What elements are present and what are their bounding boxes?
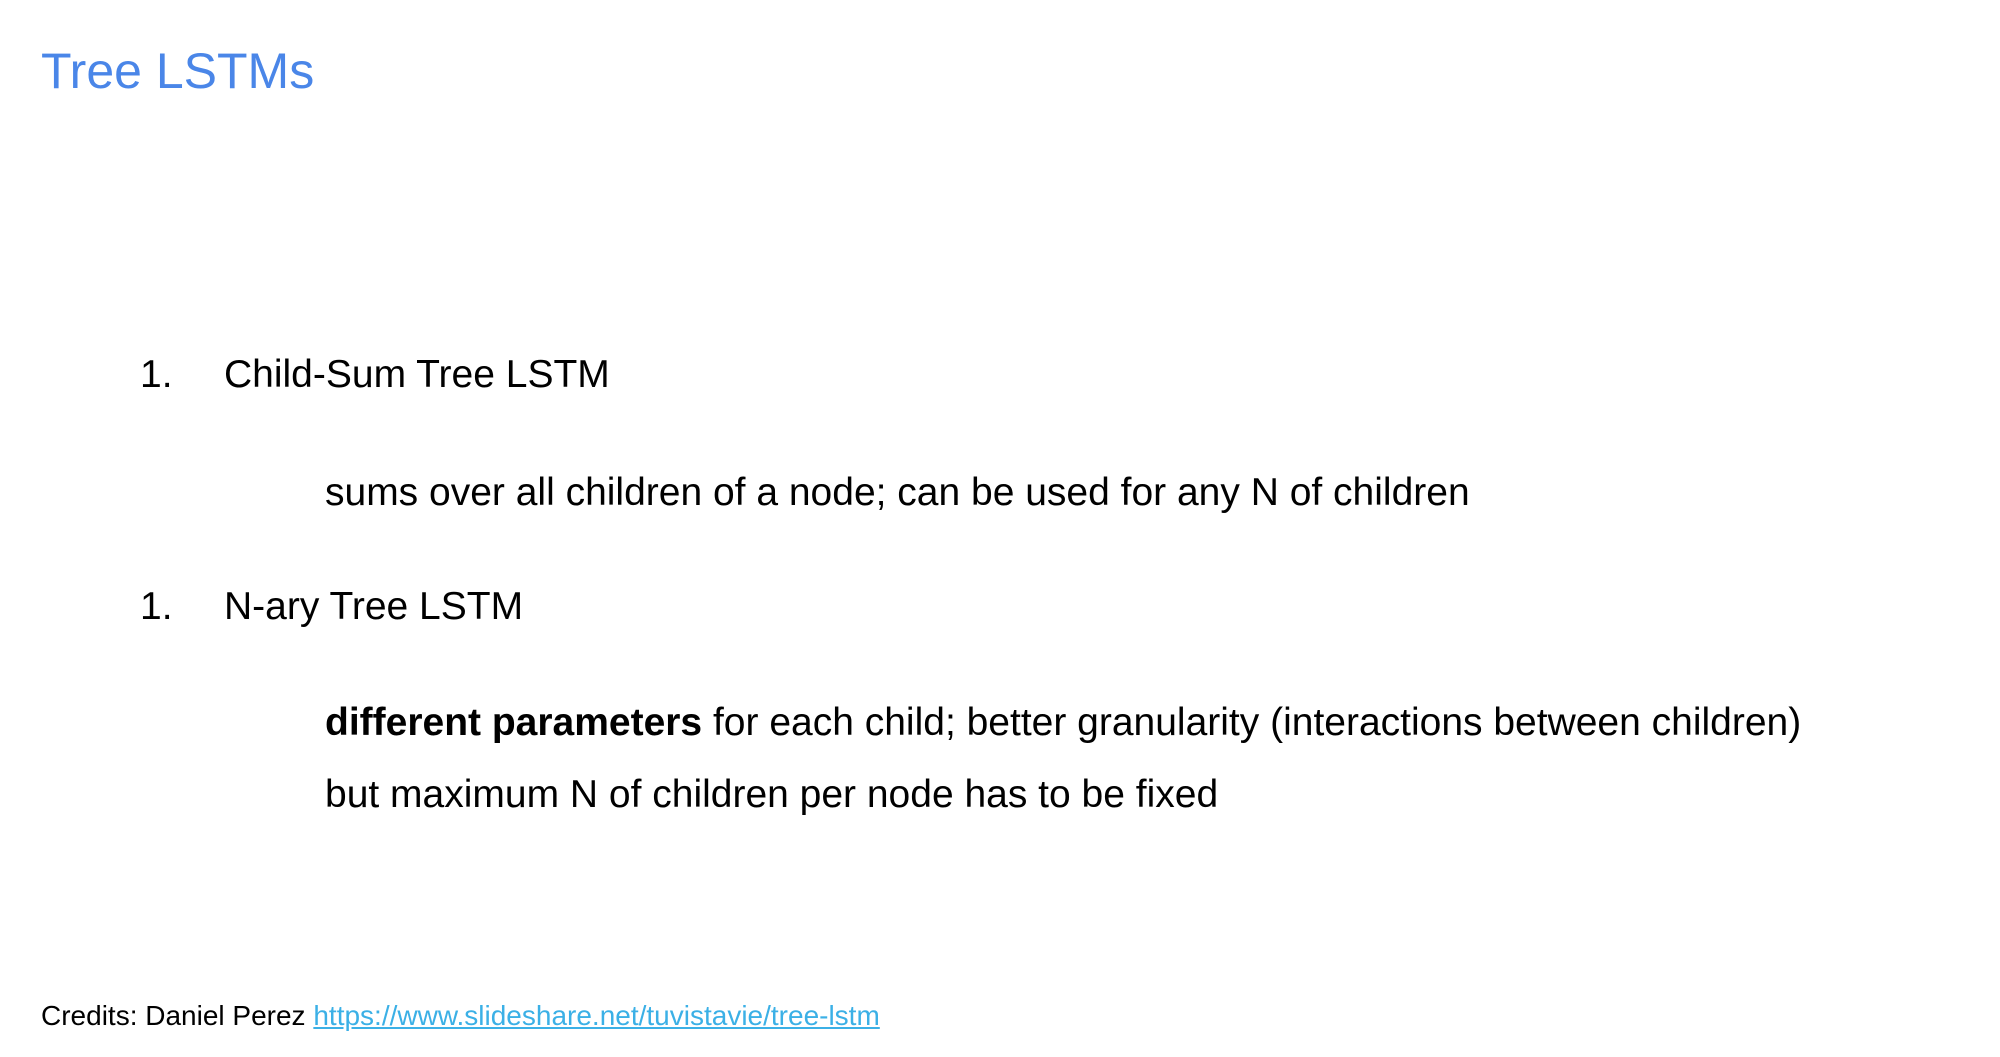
list-item-label: Child-Sum Tree LSTM: [224, 353, 610, 396]
credits-prefix: Credits: Daniel Perez: [41, 1000, 314, 1031]
slide-title: Tree LSTMs: [41, 43, 315, 99]
n-ary-description-line2: but maximum N of children per node has to be fixed: [325, 773, 1219, 816]
n-ary-description-bold: different parameters: [325, 701, 703, 744]
credits: [41, 998, 880, 1034]
list-item-label: N-ary Tree LSTM: [224, 585, 524, 628]
list-item-child-sum: [140, 350, 610, 400]
credits-link[interactable]: https://www.slideshare.net/tuvistavie/tree-lstm: [313, 1000, 880, 1031]
child-sum-description: sums over all children of a node; can be used for any N of children: [325, 471, 1470, 514]
list-item-n-ary: [140, 582, 523, 632]
list-item-number: 1.: [140, 353, 173, 396]
list-item-number: 1.: [140, 585, 173, 628]
n-ary-description-rest: for each child; better granularity (interactions between children): [702, 701, 1802, 744]
n-ary-description: [325, 698, 1801, 748]
